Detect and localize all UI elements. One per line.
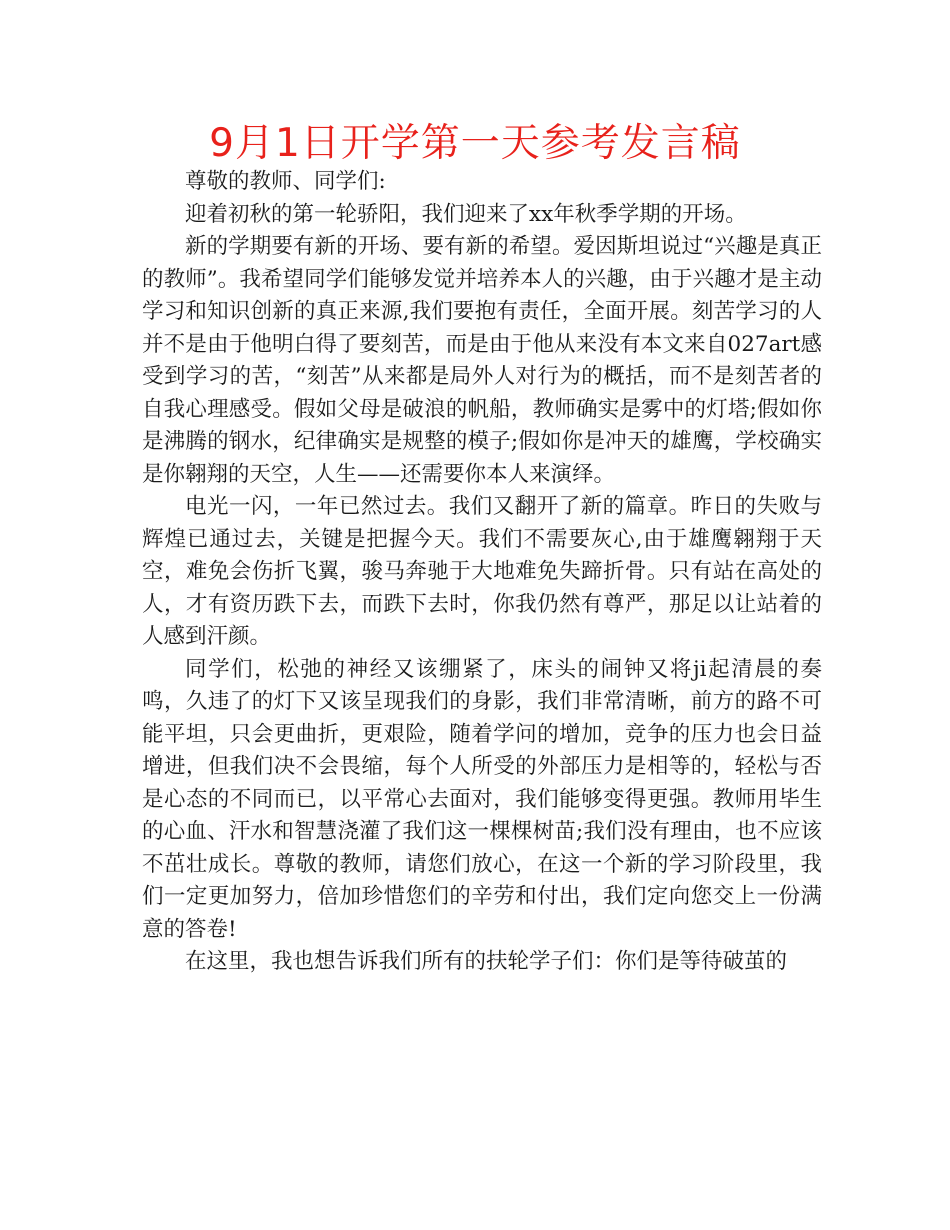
paragraph-message: 在这里，我也想告诉我们所有的扶轮学子们：你们是等待破茧的 xyxy=(185,949,788,974)
paragraph-new-semester: 新的学期要有新的开场、要有新的希望。爱因斯坦说过“兴趣是真正的教师”。我希望同学们能够发觉并培养本人的兴趣，由于兴趣才是主动学习和知识创新的真正来源,我们要抱有责任，全面开展。刻苦学习的人并不是由于他明白得了要刻苦，而是由于他从来没有本文来自027art感受到学习的苦，“刻苦”从来都是局外人对行为的概括，而不是刻苦者的自我心理感受。假如父母是破浪的帆船，教师确实是雾中的灯塔;假如你是沸腾的钢水，纪律确实是规整的模子;假如你是冲天的雄鹰，学校确实是你翱翔的天空，人生——还需要你本人来演绎。 xyxy=(142,234,822,487)
paragraph-past-year: 电光一闪，一年已然过去。我们又翻开了新的篇章。昨日的失败与辉煌已通过去，关键是把握今天。我们不需要灰心,由于雄鹰翱翔于天空，难免会伤折飞翼，骏马奔驰于大地难免失蹄折骨。只有站在高处的人，才有资历跌下去，而跌下去时，你我仍然有尊严，那足以让站着的人感到汗颜。 xyxy=(142,494,822,649)
paragraph-greeting: 尊敬的教师、同学们: xyxy=(185,169,386,194)
paragraph-opening: 迎着初秋的第一轮骄阳，我们迎来了xx年秋季学期的开场。 xyxy=(185,201,747,227)
document-title: 9月1日开学第一天参考发言稿 xyxy=(209,121,741,166)
document-body xyxy=(142,166,822,979)
paragraph-classmates: 同学们，松弛的神经又该绷紧了，床头的闹钟又将ji起清晨的奏鸣，久违了的灯下又该呈现我们的身影，我们非常清晰，前方的路不可能平坦，只会更曲折，更艰险，随着学问的增加，竞争的压力也会日益增进，但我们决不会畏缩，每个人所受的外部压力是相等的，轻松与否是心态的不同而已，以平常心去面对，我们能够变得更强。教师用毕生的心血、汗水和智慧浇灌了我们这一棵棵树苗;我们没有理由，也不应该不茁壮成长。尊敬的教师，请您们放心，在这一个新的学习阶段里，我们一定更加努力，倍加珍惜您们的辛劳和付出，我们定向您交上一份满意的答卷! xyxy=(142,656,822,942)
